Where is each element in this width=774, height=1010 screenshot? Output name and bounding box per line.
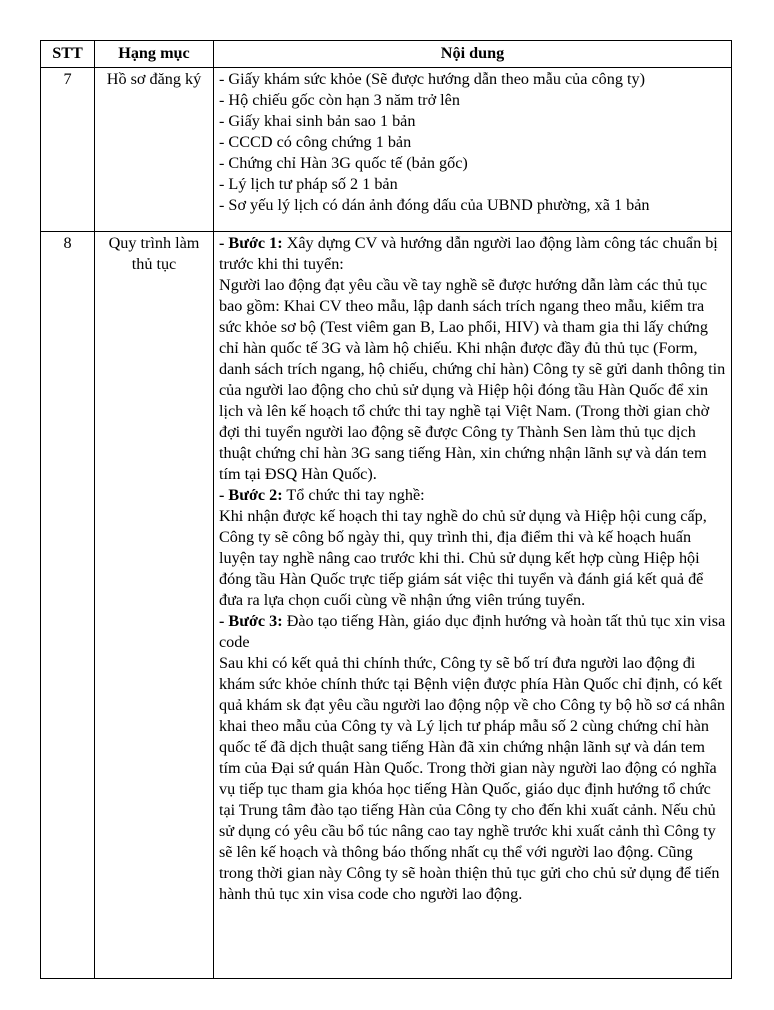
table-row [41,232,732,979]
step-body: Khi nhận được kế hoạch thi tay nghề do chủ sử dụng và Hiệp hội cung cấp, Công ty sẽ công bố ngày thi, quy trình thi, địa điểm thi và kế hoạch huấn luyện tay nghề nâng cao trước khi thi. Chủ sử dụng kết hợp cùng Hiệp hội đóng tầu Hàn Quốc trực tiếp giám sát việc thi tuyển và đánh giá kết quả để đưa ra lựa chọn cuối cùng về nhận ứng viên trúng tuyển. [219,507,707,609]
step-3 [219,611,727,905]
step-label: - Bước 2: [219,486,283,504]
step-title: Đào tạo tiếng Hàn, giáo dục định hướng và hoàn tất thủ tục xin visa code [219,612,726,651]
step-label: - Bước 1: [219,234,283,252]
list-item: - CCCD có công chứng 1 bản [219,133,412,151]
list-item: - Sơ yếu lý lịch có dán ảnh đóng dấu của UBND phường, xã 1 bản [219,196,650,214]
list-item: - Hộ chiếu gốc còn hạn 3 năm trở lên [219,91,460,109]
step-title: Xây dựng CV và hướng dẫn người lao động làm công tác chuẩn bị trước khi thi tuyển: [219,234,718,273]
header-content: Nội dung [214,41,732,68]
document-table [40,40,732,979]
step-title: Tổ chức thi tay nghề: [282,486,425,504]
list-item: - Chứng chỉ Hàn 3G quốc tế (bản gốc) [219,154,468,172]
step-2 [219,485,727,611]
table-header-row [41,41,732,68]
list-item: - Giấy khai sinh bản sao 1 bản [219,112,416,130]
row-content [214,232,732,979]
step-1 [219,233,727,485]
list-item: - Giấy khám sức khỏe (Sẽ được hướng dẫn theo mẫu của công ty) [219,70,645,88]
header-category: Hạng mục [95,41,214,68]
row-category: Quy trình làm thủ tục [95,232,214,979]
row-content [214,68,732,232]
table-row [41,68,732,232]
row-number: 8 [41,232,95,979]
list-item: - Lý lịch tư pháp số 2 1 bản [219,175,398,193]
step-body: Sau khi có kết quả thi chính thức, Công ty sẽ bố trí đưa người lao động đi khám sức khỏe chính thức tại Bệnh viện được phía Hàn Quốc chỉ định, có kết quả khám sk đạt yêu cầu người lao động nộp về cho Công ty bộ hồ sơ cá nhân khai theo mẫu của Công ty và Lý lịch tư pháp mẫu số 2 cùng chứng chỉ hàn quốc tế đã dịch thuật sang tiếng Hàn đã xin chứng nhận lãnh sự và dán tem tím của Đại sứ quán Hàn Quốc. Trong thời gian này người lao động có nghĩa vụ tiếp tục tham gia khóa học tiếng Hàn Quốc, giáo dục định hướng tổ chức tại Trung tâm đào tạo tiếng Hàn của Công ty cho đến khi xuất cảnh. Nếu chủ sử dụng có yêu cầu bổ túc nâng cao tay nghề trước khi xuất cảnh thì Công ty sẽ lên kế hoạch và thông báo thống nhất cụ thể với người lao động. Cũng trong thời gian này Công ty sẽ hoàn thiện thủ tục gửi cho chủ sử dụng để tiến hành thủ tục xin visa code cho người lao động. [219,654,726,903]
row-number: 7 [41,68,95,232]
step-label: - Bước 3: [219,612,283,630]
row-category: Hồ sơ đăng ký [95,68,214,232]
step-body: Người lao động đạt yêu cầu về tay nghề sẽ được hướng dẫn làm các thủ tục bao gồm: Khai CV theo mẫu, lập danh sách trích ngang theo mẫu, kiểm tra sức khỏe sơ bộ (Test viêm gan B, Lao phổi, HIV) và tham gia thi lấy chứng chỉ hàn quốc tế 3G và làm hộ chiếu. Khi nhận được đầy đủ thủ tục (Form, danh sách trích ngang, hộ chiếu, chứng chỉ hàn) Công ty sẽ gửi danh thông tin của người lao động cho chủ sử dụng và Hiệp hội đóng tầu Hàn Quốc để xin lịch và lên kế hoạch tổ chức thi tay nghề tại Việt Nam. (Trong thời gian chờ đợi thi tuyển người lao động sẽ được Công ty Thành Sen làm thủ tục dịch thuật chứng chỉ hàn 3G sang tiếng Hàn, xin chứng nhận lãnh sự và dán tem tím tại ĐSQ Hàn Quốc). [219,276,726,483]
header-stt: STT [41,41,95,68]
